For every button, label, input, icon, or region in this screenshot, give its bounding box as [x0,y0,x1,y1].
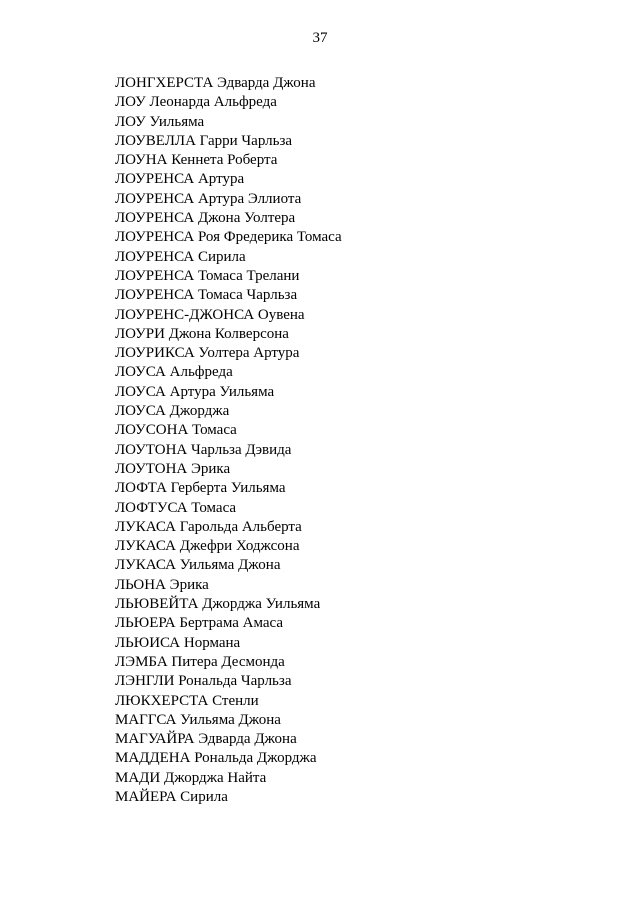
name-entry: ЛУКАСА Джефри Ходжсона [115,538,300,555]
name-entry: ЛОУСОНА Томаса [115,422,237,439]
name-entry: ЛОУРЕНСА Роя Фредерика Томаса [115,229,342,246]
name-entry: МАДДЕНА Рональда Джорджа [115,750,317,767]
name-entry: ЛОУСА Альфреда [115,364,233,381]
name-entry: ЛУКАСА Гарольда Альберта [115,518,302,535]
name-entry: ЛОУРЕНСА Артура Эллиота [115,190,302,207]
name-entry: ЛОУНА Кеннета Роберта [115,152,278,169]
name-entry: ЛОУТОНА Чарльза Дэвида [115,441,292,458]
name-entry: МАЙЕРА Сирила [115,788,228,805]
name-entry: МАГГСА Уильяма Джона [115,711,281,728]
name-entry: МАГУАЙРА Эдварда Джона [115,731,297,748]
name-entry: ЛОУ Уильяма [115,113,205,130]
page-number: 37 [312,30,328,46]
name-entry: ЛЬЮЕРА Бертрама Амаса [115,615,284,632]
name-entry: ЛОУ Леонарда Альфреда [115,94,277,111]
name-entry: ЛОФТА Герберта Уильяма [115,480,286,497]
name-entry: ЛОУВЕЛЛА Гарри Чарльза [115,132,293,149]
name-entry: ЛЬОНА Эрика [115,576,209,593]
name-entry: ЛЭНГЛИ Рональда Чарльза [115,673,292,690]
name-list [115,74,342,807]
name-entry: ЛЬЮИСА Нормана [115,634,241,651]
name-entry: ЛЬЮВЕЙТА Джорджа Уильяма [115,596,321,613]
name-entry: ЛОУРИКСА Уолтера Артура [115,345,300,362]
name-entry: ЛОФТУСА Томаса [115,499,237,516]
name-entry: ЛОУСА Джорджа [115,403,230,420]
name-entry: ЛОУРЕНСА Сирила [115,248,246,265]
name-entry: ЛОУРЕНСА Артура [115,171,245,188]
name-entry: ЛУКАСА Уильяма Джона [115,557,281,574]
name-entry: ЛОУРИ Джона Колверсона [115,325,289,342]
name-entry: ЛОУРЕНСА Джона Уолтера [115,210,296,227]
name-entry: ЛОУРЕНС-ДЖОНСА Оувена [115,306,305,323]
name-entry: ЛОУРЕНСА Томаса Чарльза [115,287,298,304]
name-entry: ЛЭМБА Питера Десмонда [115,653,285,670]
name-entry: ЛЮКХЕРСТА Стенли [115,692,259,709]
name-entry: ЛОУТОНА Эрика [115,460,231,477]
name-entry: ЛОНГХЕРСТА Эдварда Джона [115,75,316,91]
name-entry: ЛОУСА Артура Уильяма [115,383,275,400]
name-entry: МАДИ Джорджа Найта [115,769,267,786]
name-entry: ЛОУРЕНСА Томаса Трелани [115,267,300,284]
